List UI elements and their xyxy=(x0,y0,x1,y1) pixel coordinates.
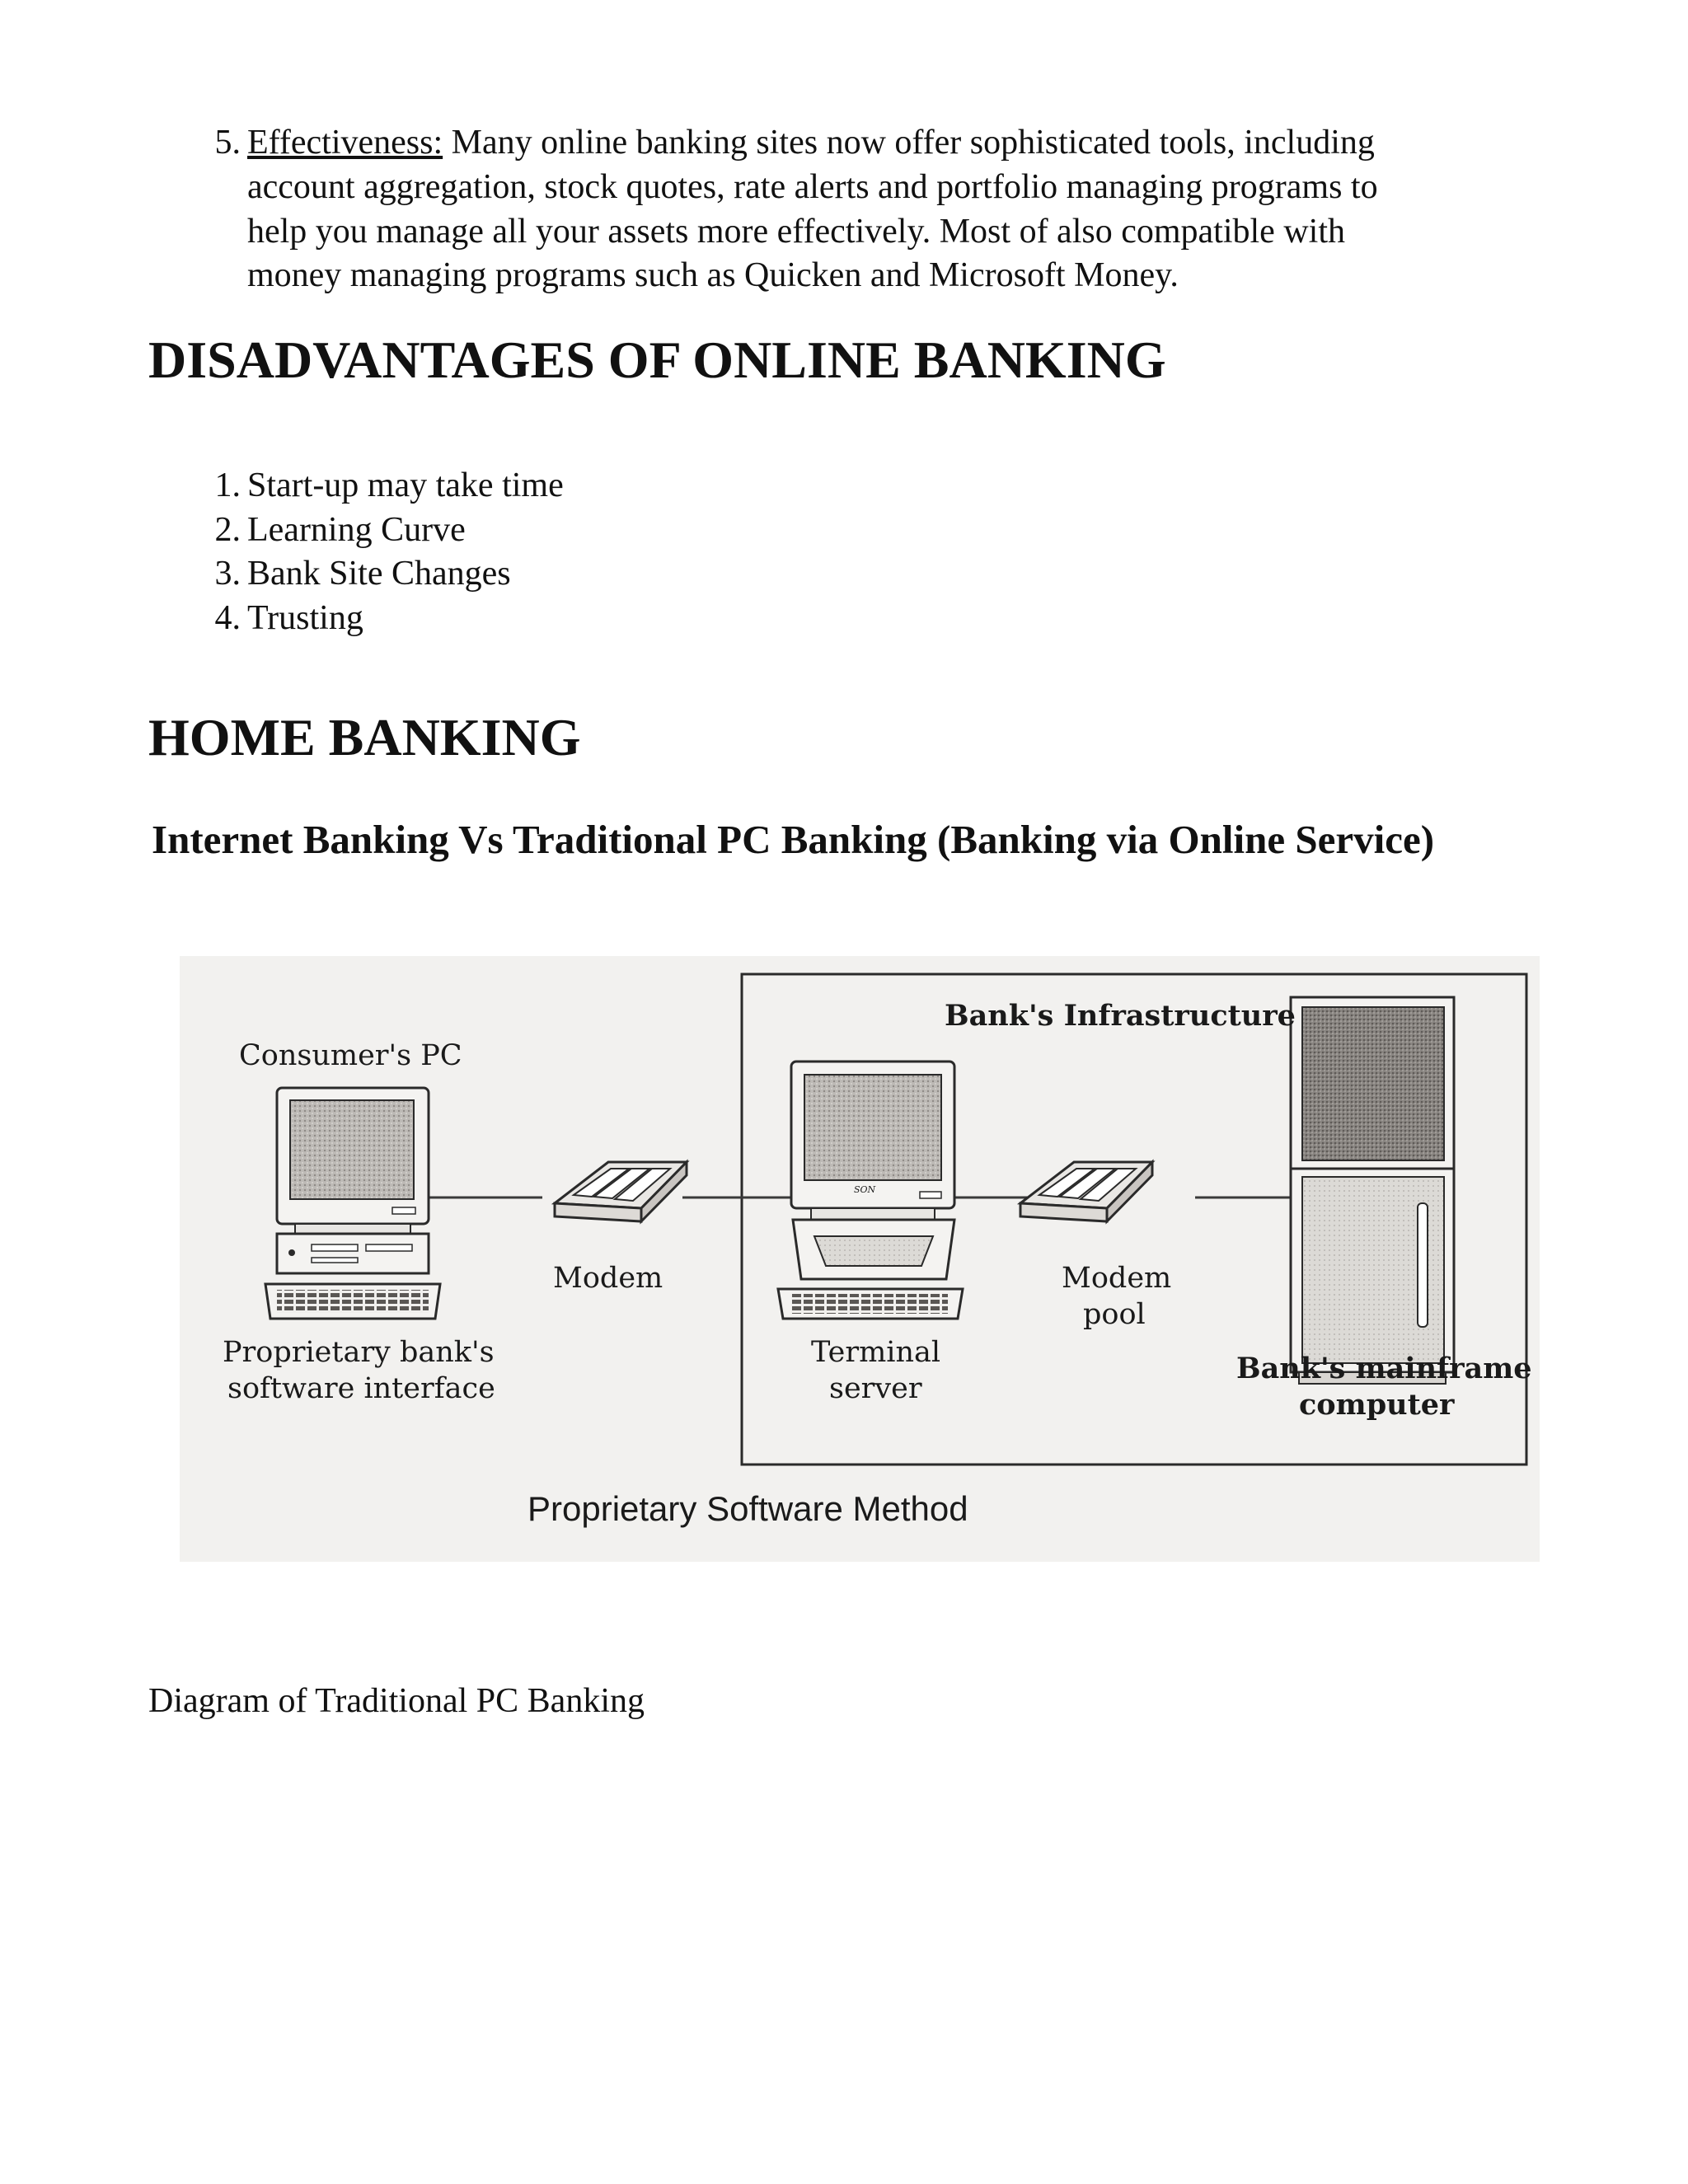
mainframe-label-2: computer xyxy=(1299,1388,1455,1422)
terminal-server-label-1: Terminal xyxy=(811,1336,941,1369)
monitor-brand-label: SON xyxy=(854,1184,876,1195)
list-item-text: Trusting xyxy=(247,599,363,637)
mainframe-icon xyxy=(1291,997,1454,1384)
list-number: 5. xyxy=(214,124,241,162)
consumer-pc-label: Consumer's PC xyxy=(239,1039,462,1072)
modem-pool-icon xyxy=(1020,1162,1152,1221)
terminal-server-label-2: server xyxy=(829,1372,922,1405)
diagram-caption: Diagram of Traditional PC Banking xyxy=(148,1682,645,1720)
modem-pool-label-2: pool xyxy=(1083,1298,1146,1331)
list-number: 2. xyxy=(214,511,241,549)
list-number: 4. xyxy=(214,599,241,637)
home-banking-heading: HOME BANKING xyxy=(148,708,581,766)
method-title: Proprietary Software Method xyxy=(528,1489,968,1528)
home-banking-subheading: Internet Banking Vs Traditional PC Banking (Banking via Online Service) xyxy=(152,817,1435,862)
modem-pool-label-1: Modem xyxy=(1062,1262,1172,1295)
effectiveness-line-1 xyxy=(247,120,1375,165)
banks-infrastructure-label: Bank's Infrastructure xyxy=(945,999,1296,1033)
list-number: 3. xyxy=(214,555,241,593)
mainframe-label-1: Bank's mainframe xyxy=(1236,1352,1532,1385)
list-number: 1. xyxy=(214,466,241,504)
consumer-pc-icon xyxy=(265,1088,440,1319)
modem-label: Modem xyxy=(553,1262,663,1295)
effectiveness-term: Effectiveness: xyxy=(247,124,443,162)
effectiveness-text-1: Many online banking sites now offer sophisticated tools, including xyxy=(451,124,1375,162)
list-item-text: Learning Curve xyxy=(247,511,466,549)
traditional-pc-banking-diagram xyxy=(180,956,1540,1562)
disadvantages-heading: DISADVANTAGES OF ONLINE BANKING xyxy=(148,330,1166,389)
list-item-text: Start-up may take time xyxy=(247,466,564,504)
list-item-text: Bank Site Changes xyxy=(247,555,511,593)
modem-icon xyxy=(555,1162,687,1221)
software-interface-label-1: Proprietary bank's xyxy=(223,1336,495,1369)
software-interface-label-2: software interface xyxy=(227,1372,495,1405)
